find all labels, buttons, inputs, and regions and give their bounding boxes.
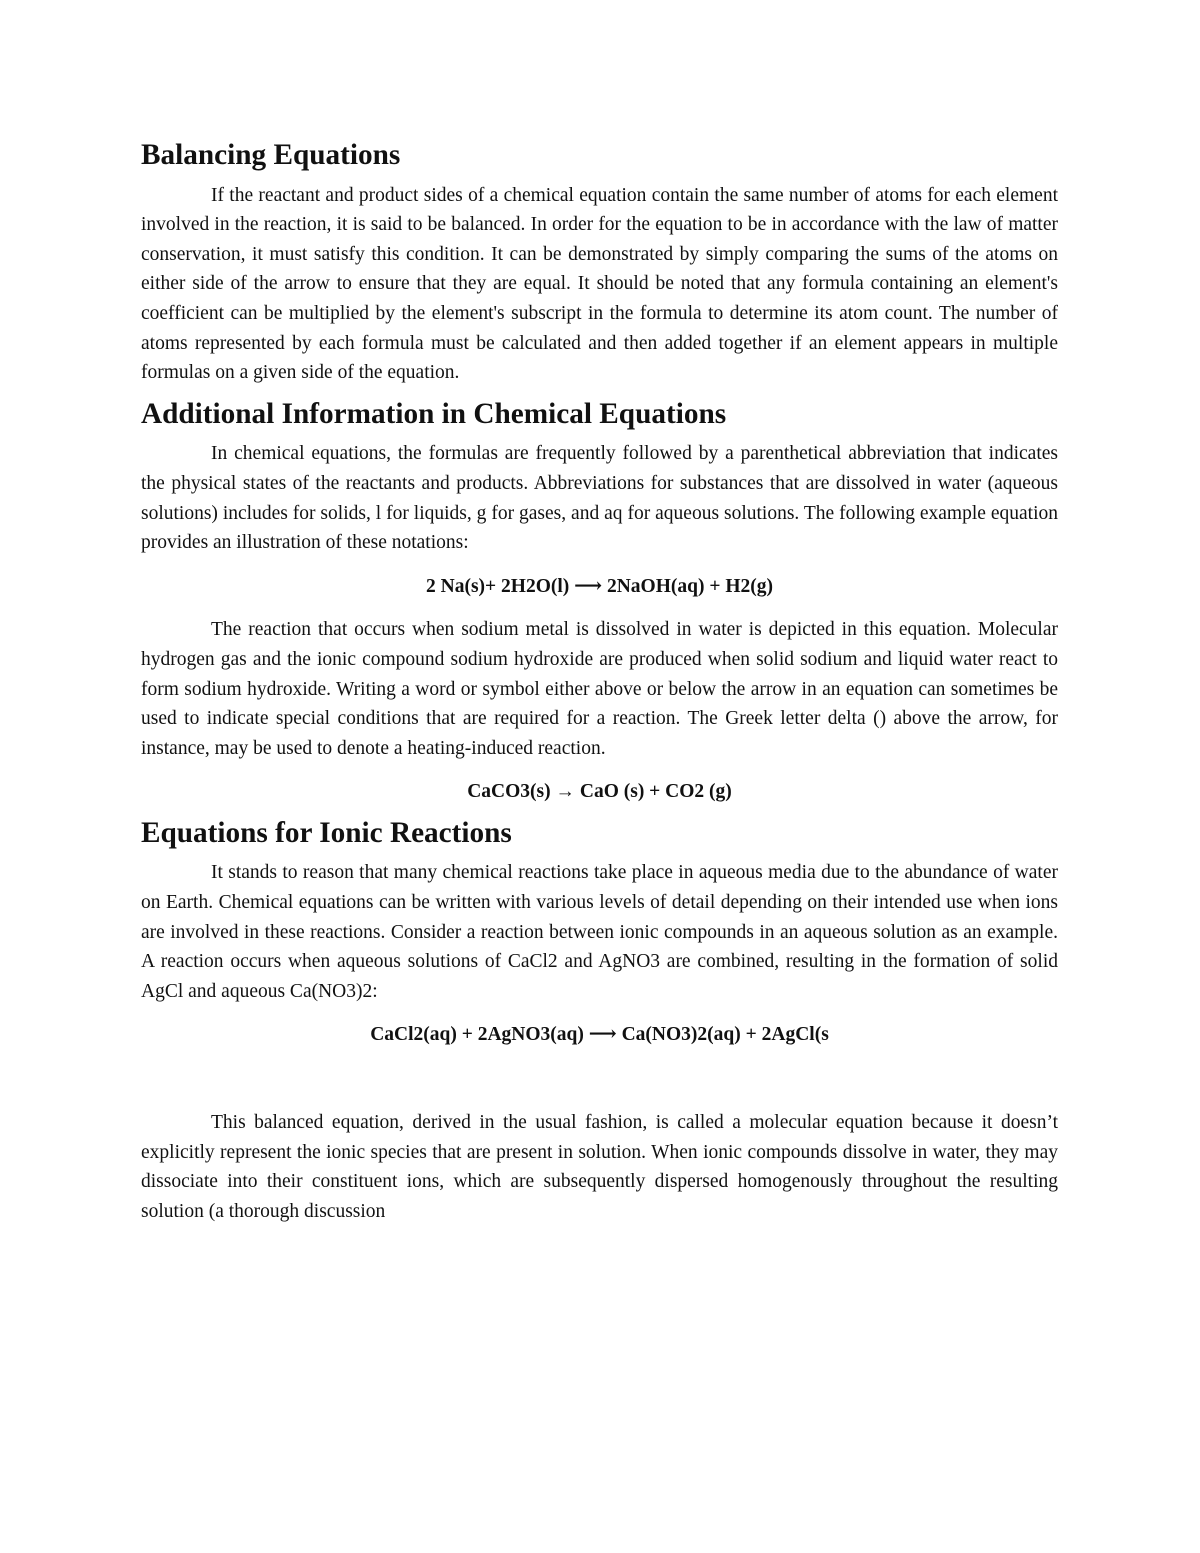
paragraph-balancing-equations: If the reactant and product sides of a chemical equation contain the same number of atoms for each element involved in the reaction, it is said to be balanced. In order for the equation to be in accordance with the law of matter conservation, it must satisfy this condition. It can be demonstrated by simply comparing the sums of the atoms on either side of the arrow to ensure that they are equal. It should be noted that any formula containing an element's coefficient can be multiplied by the element's subscript in the formula to determine its atom count. The number of atoms represented by each formula must be calculated and then added together if an element appears in multiple formulas on a given side of the equation. [141,184,1058,384]
paragraph-state-abbreviations: In chemical equations, the formulas are frequently followed by a parenthetical abbreviation that indicates the physical states of the reactants and products. Abbreviations for substances that are dissolved in water (aqueous solutions) includes for solids, l for liquids, g for gases, and aq for aqueous solutions. The following example equation provides an illustration of these notations: [141,443,1058,554]
document-page [141,141,1058,1226]
equation-calcium-carbonate: CaCO3(s) → CaO (s) + CO2 (g) [467,781,732,803]
paragraph-ionic-reactions: It stands to reason that many chemical reactions take place in aqueous media due to the abundance of water on Earth. Chemical equations can be written with various levels of detail depending on their intended use when ions are involved in these reactions. Consider a reaction between ionic compounds in an aqueous solution as an example. A reaction occurs when aqueous solutions of CaCl2 and AgNO3 are combined, resulting in the formation of solid AgCl and aqueous Ca(NO3)2: [141,862,1058,1002]
paragraph-sodium-reaction: The reaction that occurs when sodium metal is dissolved in water is depicted in this equation. Molecular hydrogen gas and the ionic compound sodium hydroxide are produced when solid sodium and liquid water react to form sodium hydroxide. Writing a word or symbol either above or below the arrow in an equation can sometimes be used to indicate special conditions that are required for a reaction. The Greek letter delta () above the arrow, for instance, may be used to denote a heating-induced reaction. [141,619,1058,759]
section-heading-additional-information: Additional Information in Chemical Equations [141,397,727,430]
section-heading-ionic-reactions: Equations for Ionic Reactions [141,816,512,849]
paragraph-molecular-equation: This balanced equation, derived in the usual fashion, is called a molecular equation because it doesn’t explicitly represent the ionic species that are present in solution. When ionic compounds dissolve in water, they may dissociate into their constituent ions, which are subsequently dispersed homogenously throughout the resulting solution (a thorough discussion [141,1112,1058,1222]
equation-calcium-chloride-silver-nitrate: CaCl2(aq) + 2AgNO3(aq) ⟶ Ca(NO3)2(aq) + 2AgCl(s [370,1024,829,1046]
equation-sodium-water: 2 Na(s)+ 2H2O(l) ⟶ 2NaOH(aq) + H2(g) [426,575,773,597]
section-heading-balancing-equations: Balancing Equations [141,139,401,171]
